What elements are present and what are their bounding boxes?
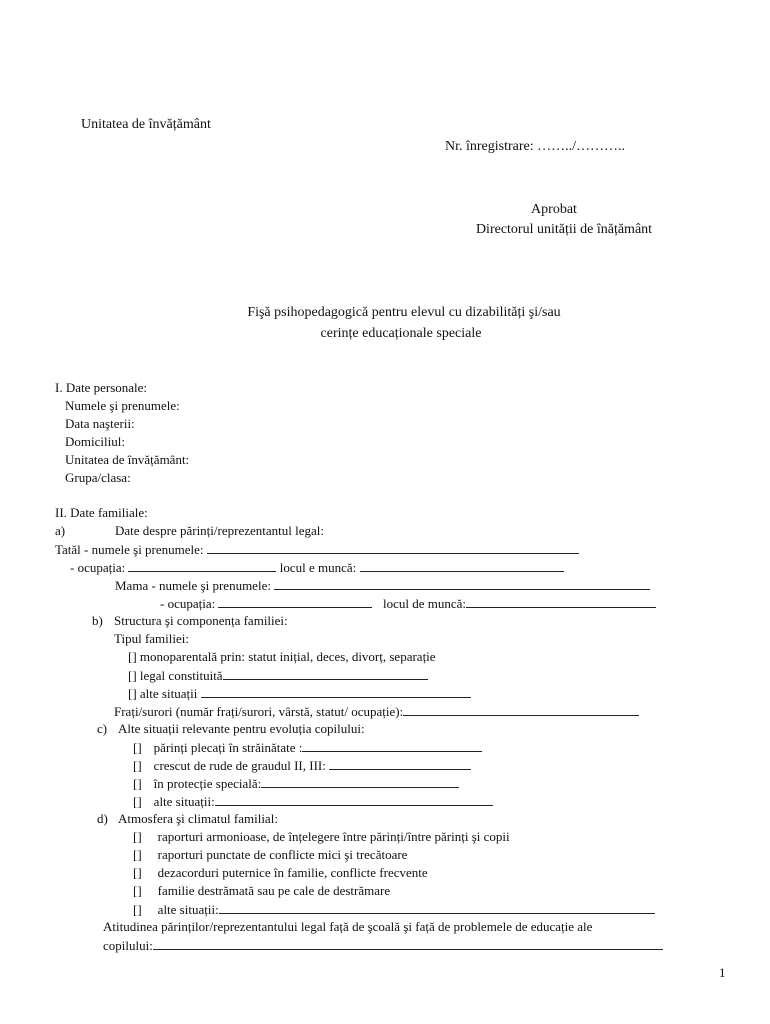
registration-number: Nr. înregistrare: ……../……….. — [445, 139, 626, 154]
family-type-other-row — [128, 686, 471, 700]
situation-raised-by-relatives: crescut de rude de graudul II, III: — [153, 758, 326, 773]
section-family-heading: II. Date familiale: — [55, 505, 148, 520]
subsection-b-label: b) — [92, 613, 103, 628]
checkbox[interactable]: [] — [133, 740, 142, 755]
climate-other: alte situații: — [157, 902, 219, 917]
checkbox[interactable]: [] — [133, 865, 142, 880]
parents-attitude-text: Atitudinea părinților/reprezentantului legal față de şcoală şi față de problemele de educație ale — [103, 919, 593, 934]
family-type-legal-row — [128, 668, 428, 682]
siblings-row — [114, 704, 639, 718]
document-title-line2: cerințe educaționale speciale — [320, 326, 482, 341]
mother-name-label: Mama - numele şi prenumele: — [115, 578, 271, 593]
family-type-label: Tipul familiei: — [114, 631, 189, 646]
situation-other-field[interactable] — [215, 794, 493, 806]
climate-minor-conflicts: raporturi punctate de conflicte mici şi trecătoare — [157, 847, 408, 862]
climate-row-broken-family — [133, 884, 390, 897]
father-name-field[interactable] — [207, 542, 579, 554]
father-name-label: Tatăl - numele şi prenumele: — [55, 542, 204, 557]
checkbox[interactable]: [] — [133, 758, 142, 773]
checkbox[interactable]: [] — [133, 883, 142, 898]
field-school: Unitatea de învățământ: — [65, 452, 190, 467]
climate-harmonious: raporturi armonioase, de înțelegere între părinți/între părinți şi copii — [157, 829, 510, 844]
page-number: 1 — [719, 965, 726, 980]
situation-special-protection: în protecție specială: — [153, 776, 262, 791]
father-work-field[interactable] — [360, 560, 564, 572]
family-type-other-field[interactable] — [201, 686, 471, 698]
mother-name-field[interactable] — [274, 578, 650, 590]
subsection-a-label: a) — [55, 523, 66, 538]
situation-row-relatives — [133, 758, 471, 772]
father-name-row — [55, 542, 579, 556]
climate-row-other — [133, 902, 655, 916]
checkbox[interactable]: [] — [133, 902, 142, 917]
situation-row-protection — [133, 776, 459, 790]
checkbox[interactable]: [] — [133, 847, 142, 862]
climate-broken-family: familie destrămată sau pe cale de destrămare — [157, 883, 391, 898]
document-title-line1: Fişă psihopedagogică pentru elevul cu dizabilități şi/sau — [247, 305, 561, 320]
field-address: Domiciliul: — [65, 434, 125, 449]
parents-attitude-field[interactable] — [153, 938, 663, 950]
subsection-a-text: Date despre părinți/reprezentantul legal: — [115, 523, 324, 538]
climate-row-harmonious — [133, 830, 510, 843]
family-type-legal-field[interactable] — [223, 668, 428, 680]
field-birth-date: Data naşterii: — [65, 416, 135, 431]
parents-attitude-row — [103, 938, 663, 952]
situation-row-abroad — [133, 740, 482, 754]
subsection-d-text: Atmosfera şi climatul familial: — [118, 811, 278, 826]
mother-name-row — [115, 578, 650, 592]
situation-parents-abroad-field[interactable] — [302, 740, 482, 752]
field-class: Grupa/clasa: — [65, 470, 131, 485]
family-type-single-parent[interactable]: [] monoparentală prin: statut inițial, deces, divorț, separație — [128, 649, 436, 664]
mother-occupation-label: - ocupația: — [160, 596, 216, 611]
subsection-c-text: Alte situații relevante pentru evoluția copilului: — [118, 721, 365, 736]
approved-label: Aprobat — [531, 202, 577, 217]
mother-work-field[interactable] — [466, 596, 656, 608]
family-type-other[interactable]: [] alte situații — [128, 686, 198, 701]
father-occupation-field[interactable] — [128, 560, 276, 572]
checkbox[interactable]: [] — [133, 829, 142, 844]
mother-work-label: locul de muncă: — [382, 596, 467, 611]
climate-row-strong-disagreements — [133, 866, 428, 879]
field-full-name: Numele şi prenumele: — [65, 398, 180, 413]
situation-special-protection-field[interactable] — [261, 776, 459, 788]
parents-attitude-label: copilului: — [103, 938, 153, 953]
siblings-label: Frați/surori (număr frați/surori, vârstă, statut/ ocupație): — [114, 704, 404, 719]
subsection-b-text: Structura şi componența familiei: — [114, 613, 288, 628]
situation-parents-abroad: părinți plecați în străinătate : — [153, 740, 303, 755]
climate-other-field[interactable] — [219, 902, 655, 914]
section-personal-heading: I. Date personale: — [55, 380, 148, 395]
family-type-legal[interactable]: [] legal constituită — [128, 668, 223, 683]
situation-row-other — [133, 794, 493, 808]
father-occupation-row — [70, 560, 564, 574]
subsection-d-label: d) — [97, 811, 108, 826]
siblings-field[interactable] — [403, 704, 639, 716]
mother-occupation-row — [160, 596, 656, 610]
climate-strong-disagreements: dezacorduri puternice în familie, conflicte frecvente — [157, 865, 428, 880]
director-label: Directorul unității de înățământ — [475, 222, 653, 237]
institution-label: Unitatea de învățământ — [81, 117, 211, 132]
checkbox[interactable]: [] — [133, 776, 142, 791]
situation-raised-by-relatives-field[interactable] — [329, 758, 471, 770]
climate-row-minor-conflicts — [133, 848, 407, 861]
mother-occupation-field[interactable] — [218, 596, 372, 608]
father-work-label: locul e muncă: — [279, 560, 357, 575]
checkbox[interactable]: [] — [133, 794, 142, 809]
situation-other: alte situații: — [153, 794, 215, 809]
father-occupation-label: - ocupația: — [70, 560, 126, 575]
subsection-c-label: c) — [97, 721, 108, 736]
